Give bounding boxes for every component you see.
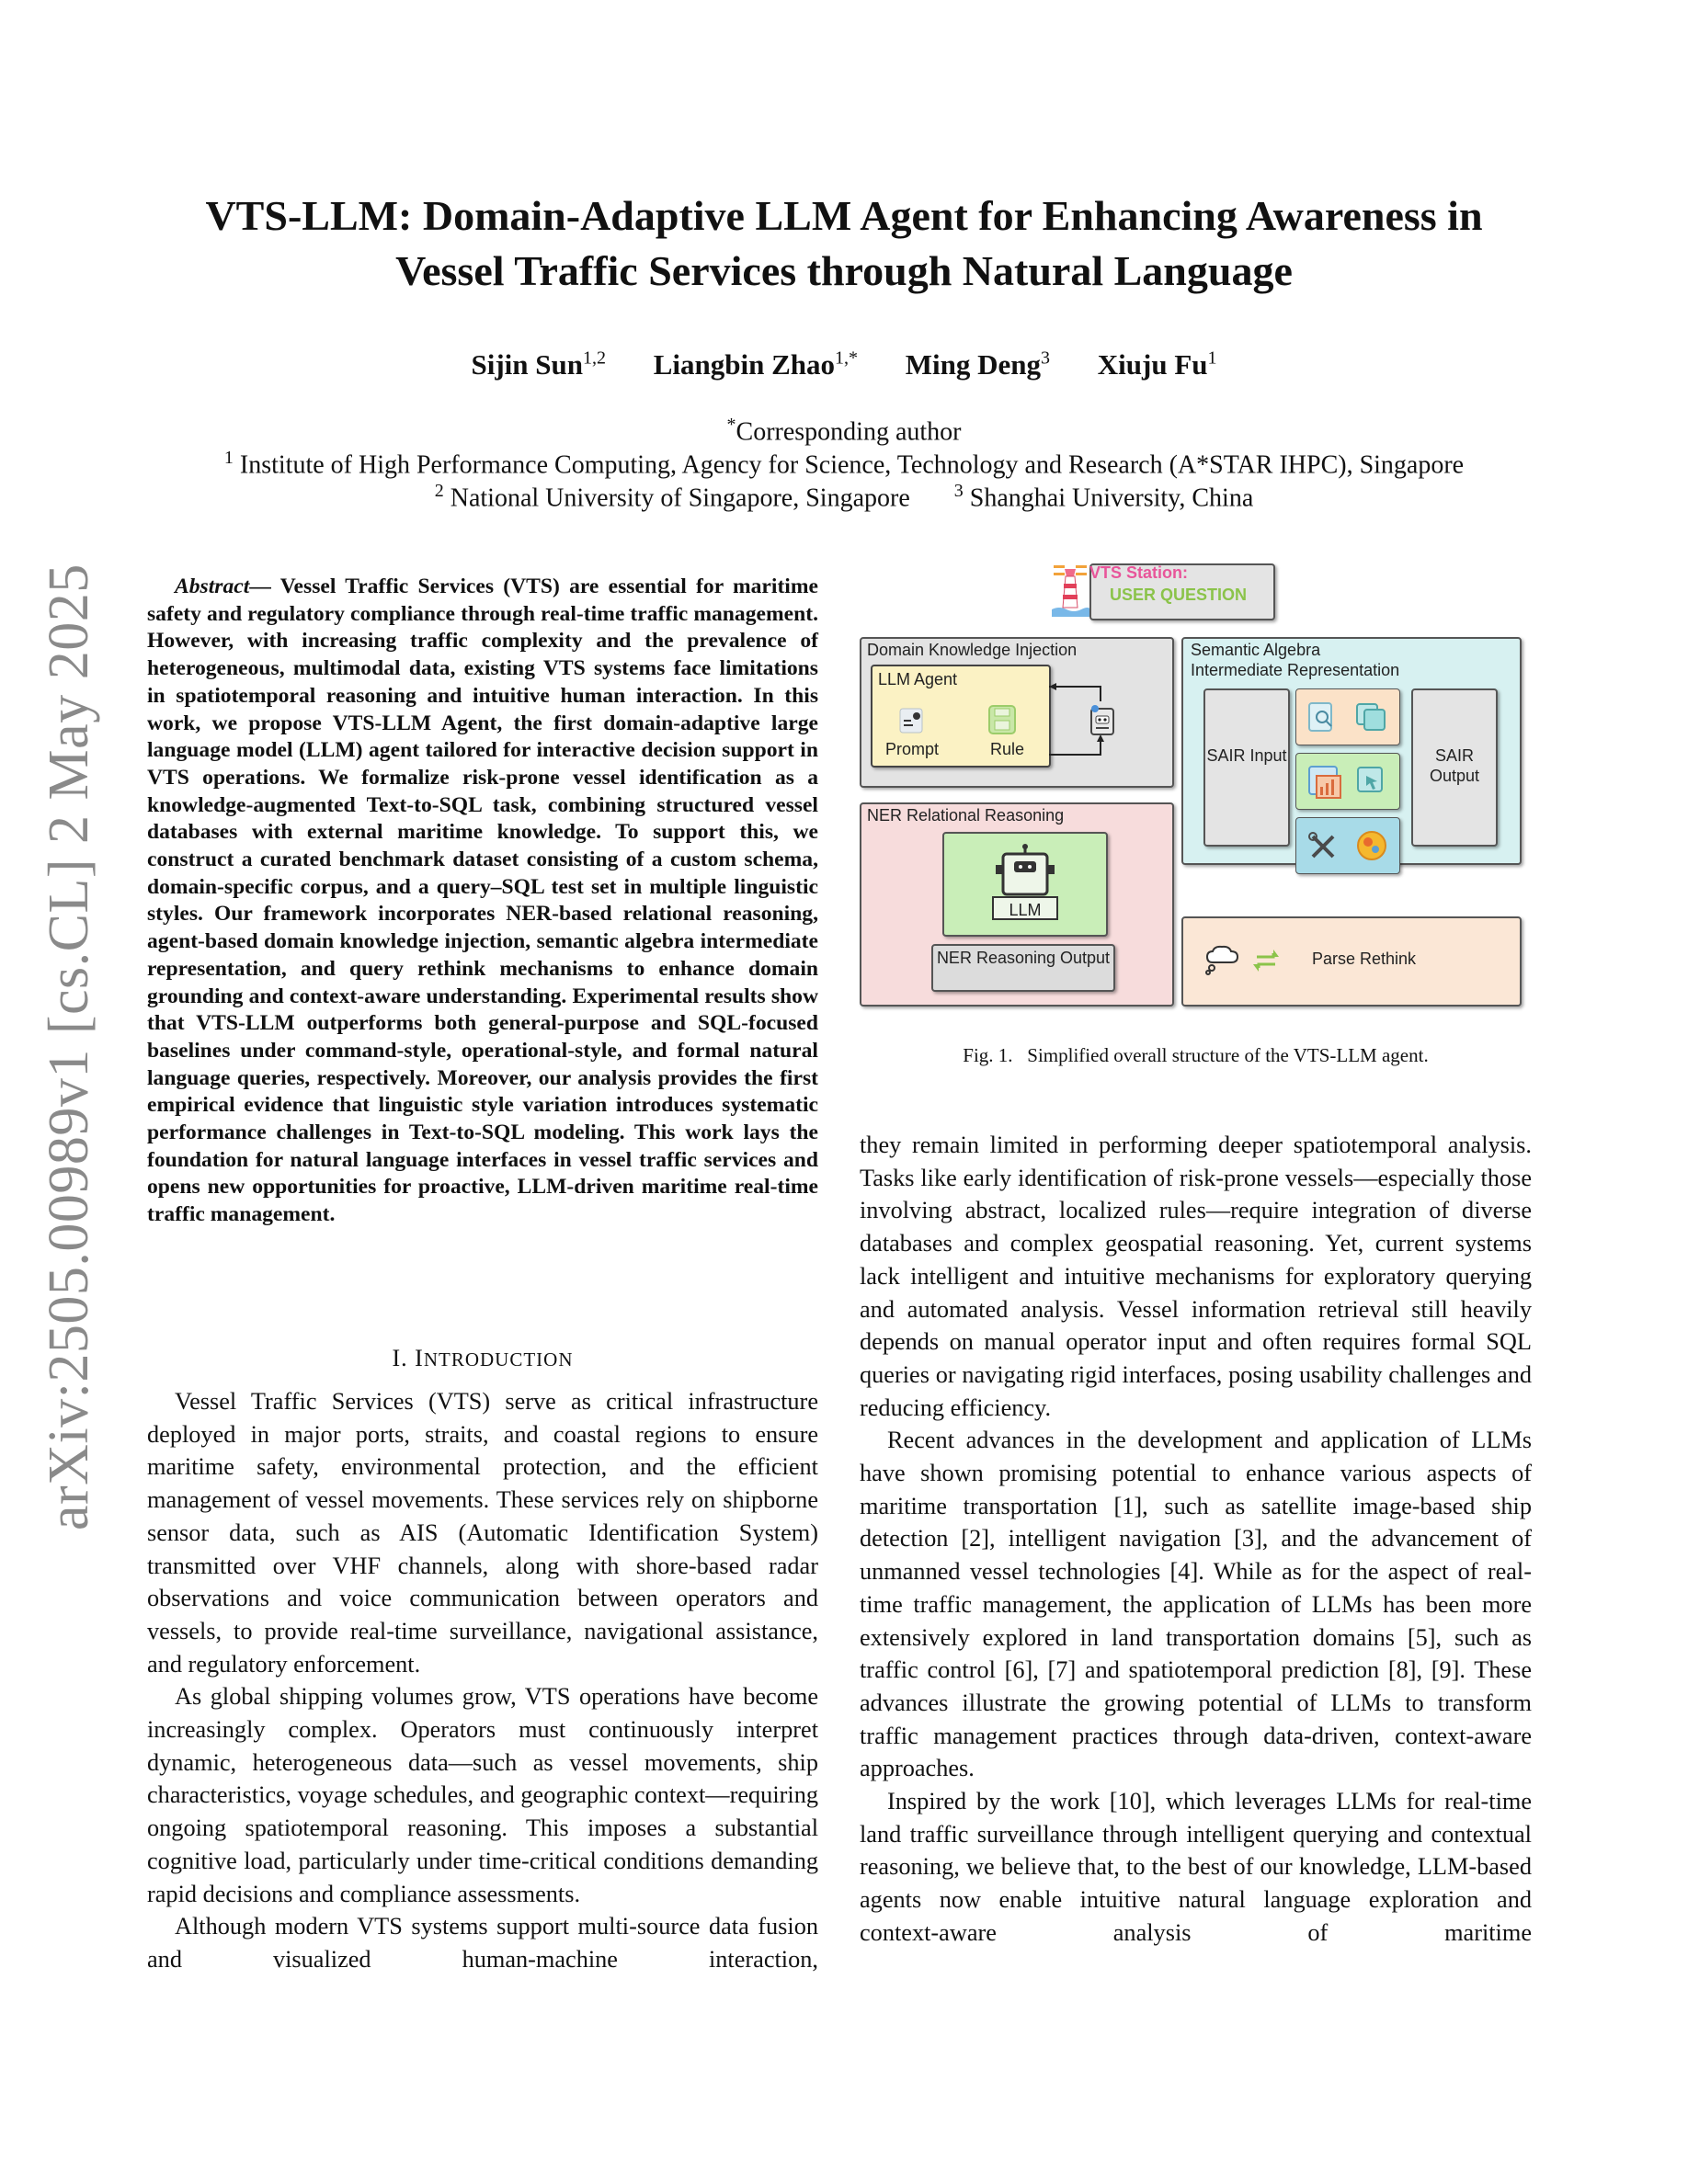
search-doc-icon	[1306, 700, 1339, 734]
title-line-1: VTS-LLM: Domain-Adaptive LLM Agent for Enhancing Awareness in	[205, 192, 1483, 239]
user-question-label: USER QUESTION	[1110, 586, 1248, 604]
caption-text: Simplified overall structure of the VTS-LLM agent.	[1027, 1044, 1429, 1066]
sair-output-box	[1411, 688, 1498, 847]
abstract-lead: Abstract	[175, 574, 250, 598]
paper-title	[110, 188, 1578, 299]
affiliation-1: $^1$ Institute of High Performance Computing, Agency for Science, Technology and Research (A*STAR IHPC), Singapore	[223, 448, 1465, 480]
paragraph: Inspired by the work [10], which leverages LLMs for real-time land traffic surveillance through intelligent querying and contextual reasoning, we believe that, to the best of our knowledge, LLM-based agents now enable intuitive natural language exploration and context-aware analysis of maritime	[860, 1788, 1532, 1946]
chart-icon	[1306, 763, 1342, 800]
author: Ming Deng$^3$	[905, 348, 1051, 381]
parse-rethink-box	[1181, 916, 1522, 1007]
paragraph: they remain limited in performing deeper spatiotemporal analysis. Tasks like early identification of risk-prone vessels—especially those involving abstract, localized rules—require integration of diverse databases and complex geospatial reasoning. Yet, current systems lack intelligent and intuitive mechanisms for exploratory querying and automated analysis. Vessel information retrieval still heavily depends on manual operator input and often requires formal SQL queries or navigating rigid interfaces, posing usability challenges and reducing efficiency.	[860, 1132, 1532, 1421]
paragraph: Recent advances in the development and application of LLMs have shown promising potential to enhance various aspects of maritime transportation [1], such as satellite image-based ship detection [2], intelligent navigation [3], and the advancement of unmanned vessel technologies [4]. While as for the aspect of real-time traffic management, the application of LLMs has been more extensively explored in land transportation domains [5], such as traffic control [6], [7] and spatiotemporal prediction [8], [9]. These advances illustrate the growing potential of LLMs to transform traffic management practices through data-driven, context-aware approaches.	[860, 1427, 1532, 1782]
affiliation-2-3: $^2$ National University of Singapore, Singapore $^3$ Shanghai University, China	[434, 481, 1254, 513]
sair-output-label: SAIR Output	[1429, 746, 1480, 785]
llm-box	[942, 832, 1108, 937]
intro-right-column	[860, 1129, 1532, 1950]
parse-rethink-label: Parse Rethink	[1312, 950, 1417, 968]
author: Liangbin Zhao$^{1,*}$	[653, 348, 859, 381]
abstract-text: Vessel Traffic Services (VTS) are essential for maritime safety and regulatory compliance through real-time traffic management. However, with increasing traffic complexity and the prevalence of heterogeneous, multimodal data, existing VTS systems face limitations in spatiotemporal reasoning and intuitive human interaction. In this work, we propose VTS-LLM Agent, the first domain-adaptive large language model (LLM) agent tailored for interactive decision support in VTS operations. We formalize risk-prone vessel identification as a knowledge-augmented Text-to-SQL task, combining structured vessel databases with external maritime knowledge. To support this, we construct a curated benchmark dataset consisting of a custom schema, domain-specific corpus, and a query–SQL test set in multiple linguistic styles. Our framework incorporates NER-based relational reasoning, agent-based domain knowledge injection, semantic algebra intermediate representation, and query rethink mechanisms to enhance domain grounding and context-aware understanding. Experimental results show that VTS-LLM outperforms both general-purpose and SQL-focused baselines under command-style, operational-style, and formal natural language queries, respectively. Moreover, our analysis provides the first empirical evidence that linguistic style variation introduces systematic performance challenges in Text-to-SQL modeling. This work lays the foundation for natural language interfaces in vessel traffic services and opens new opportunities for proactive, LLM-driven maritime real-time traffic management.	[147, 574, 818, 1227]
tools-icon	[1307, 831, 1339, 862]
sair-tile-middle	[1295, 753, 1400, 810]
ner-relational-reasoning-box	[860, 802, 1174, 1007]
author: Xiuju Fu$^1$	[1097, 348, 1217, 381]
repeat-icon	[1251, 948, 1281, 973]
figure-caption	[860, 1042, 1532, 1068]
paragraph: Although modern VTS systems support multi-source data fusion and visualized human-machine interaction,	[147, 1913, 818, 1973]
rule-label: Rule	[990, 740, 1025, 758]
robot-doc-icon	[1088, 703, 1119, 738]
save-rule-icon	[987, 703, 1018, 736]
sair-label-2: Intermediate Representation	[1191, 661, 1400, 679]
abstract: Abstract— Vessel Traffic Services (VTS) are essential for maritime safety and regulatory compliance through real-time traffic management. However, with increasing traffic complexity and the prevalence of heterogeneous, multimodal data, existing VTS systems face limitations in spatiotemporal reasoning and intuitive human interaction. In this work, we propose VTS-LLM Agent, the first domain-adaptive large language model (LLM) agent tailored for interactive decision support in VTS operations. We formalize risk-prone vessel identification as a knowledge-augmented Text-to-SQL task, combining structured vessel databases with external maritime knowledge. To support this, we construct a curated benchmark dataset consisting of a custom schema, domain-specific corpus, and a query–SQL test set in multiple linguistic styles. Our framework incorporates NER-based relational reasoning, agent-based domain knowledge injection, semantic algebra intermediate representation, and query rethink mechanisms to enhance domain grounding and context-aware understanding. Experimental results show that VTS-LLM outperforms both general-purpose and SQL-focused baselines under command-style, operational-style, and formal natural language queries, respectively. Moreover, our analysis provides the first empirical evidence that linguistic style variation introduces systematic performance challenges in Text-to-SQL modeling. This work lays the foundation for natural language interfaces in vessel traffic services and opens new opportunities for proactive, LLM-driven maritime real-time traffic management.	[147, 574, 818, 1227]
title-line-2: Vessel Traffic Services through Natural Language	[395, 247, 1293, 294]
corresponding-note: *Corresponding author	[726, 415, 962, 447]
globe-icon	[1355, 829, 1388, 862]
caption-label: Fig. 1.	[963, 1044, 1013, 1066]
domain-knowledge-injection-box	[860, 637, 1174, 788]
vts-station-label: VTS Station:	[1089, 563, 1188, 582]
lighthouse-icon	[1048, 563, 1092, 619]
arxiv-stamp: arXiv:2505.00989v1 [cs.CL] 2 May 2025	[38, 563, 100, 1530]
figure-1	[860, 556, 1532, 1016]
dki-label: Domain Knowledge Injection	[867, 641, 1078, 659]
sair-tile-top	[1295, 688, 1400, 745]
llm-label: LLM	[992, 896, 1058, 920]
document-icon	[898, 707, 926, 734]
sair-box	[1181, 637, 1522, 865]
llm-agent-label: LLM Agent	[878, 670, 958, 688]
author-list	[110, 340, 1578, 383]
robot-icon	[992, 843, 1058, 902]
cursor-icon	[1355, 765, 1388, 798]
author: Sijin Sun$^{1,2}$	[471, 348, 606, 381]
section-heading-introduction: I. INTRODUCTION	[392, 1345, 574, 1371]
paragraph: Vessel Traffic Services (VTS) serve as critical infrastructure deployed in major ports, straits, and coastal regions to ensure maritime safety, environmental protection, and the efficient management of vessel movements. These services rely on shipborne sensor data, such as AIS (Automatic Identification System) transmitted over VHF channels, along with shore-based radar observations and voice communication between operators and vessels, to provide real-time surveillance, navigational assistance, and regulatory enforcement.	[147, 1388, 818, 1678]
sair-input-label: SAIR Input	[1206, 746, 1287, 765]
paragraph: As global shipping volumes grow, VTS operations have become increasingly complex. Operators must continuously interpret dynamic, heterogeneous data—such as vessel movements, ship characteristics, voyage schedules, and geographic context—requiring ongoing spatiotemporal reasoning. This imposes a substantial cognitive load, particularly under time-critical conditions demanding rapid decisions and compliance assessments.	[147, 1683, 818, 1907]
sair-input-box	[1203, 688, 1290, 847]
llm-agent-box	[871, 665, 1051, 768]
intro-left-column	[147, 1385, 818, 1976]
vts-station-box	[1089, 563, 1275, 620]
thought-cloud-icon	[1203, 944, 1240, 975]
sair-tile-bottom	[1295, 817, 1400, 874]
ner-output-box	[931, 944, 1115, 992]
ner-output-label: NER Reasoning Output	[936, 949, 1111, 967]
sair-label-1: Semantic Algebra	[1191, 641, 1321, 659]
prompt-label: Prompt	[885, 740, 940, 758]
ner-label: NER Relational Reasoning	[867, 806, 1065, 825]
copy-icon	[1353, 700, 1388, 734]
